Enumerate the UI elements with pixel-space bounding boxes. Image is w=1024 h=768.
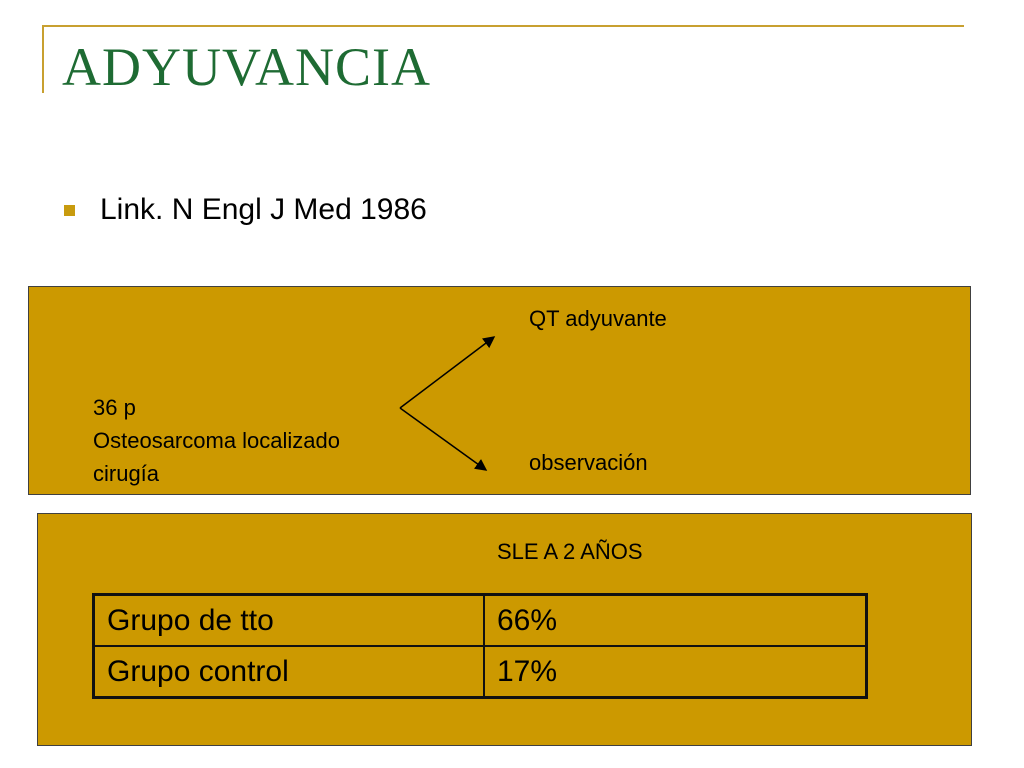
bullet-text: Link. N Engl J Med 1986 <box>100 193 427 226</box>
branch-top-label: QT adyuvante <box>529 306 667 331</box>
table-cell-group: Grupo control <box>94 646 485 698</box>
origin-line-1: 36 p <box>93 395 136 420</box>
table-cell-value: 66% <box>484 595 867 647</box>
branch-bottom-label: observación <box>529 450 648 475</box>
table-cell-value: 17% <box>484 646 867 698</box>
slide-title: ADYUVANCIA <box>62 37 432 97</box>
table-row <box>94 646 867 698</box>
arrow-to-treatment <box>400 337 494 408</box>
table-row <box>94 595 867 647</box>
results-heading: SLE A 2 AÑOS <box>497 539 643 564</box>
table-cell-group: Grupo de tto <box>94 595 485 647</box>
results-table <box>92 593 868 699</box>
origin-line-3: cirugía <box>93 461 160 486</box>
origin-line-2: Osteosarcoma localizado <box>93 428 341 453</box>
arrow-to-observation <box>400 408 486 470</box>
